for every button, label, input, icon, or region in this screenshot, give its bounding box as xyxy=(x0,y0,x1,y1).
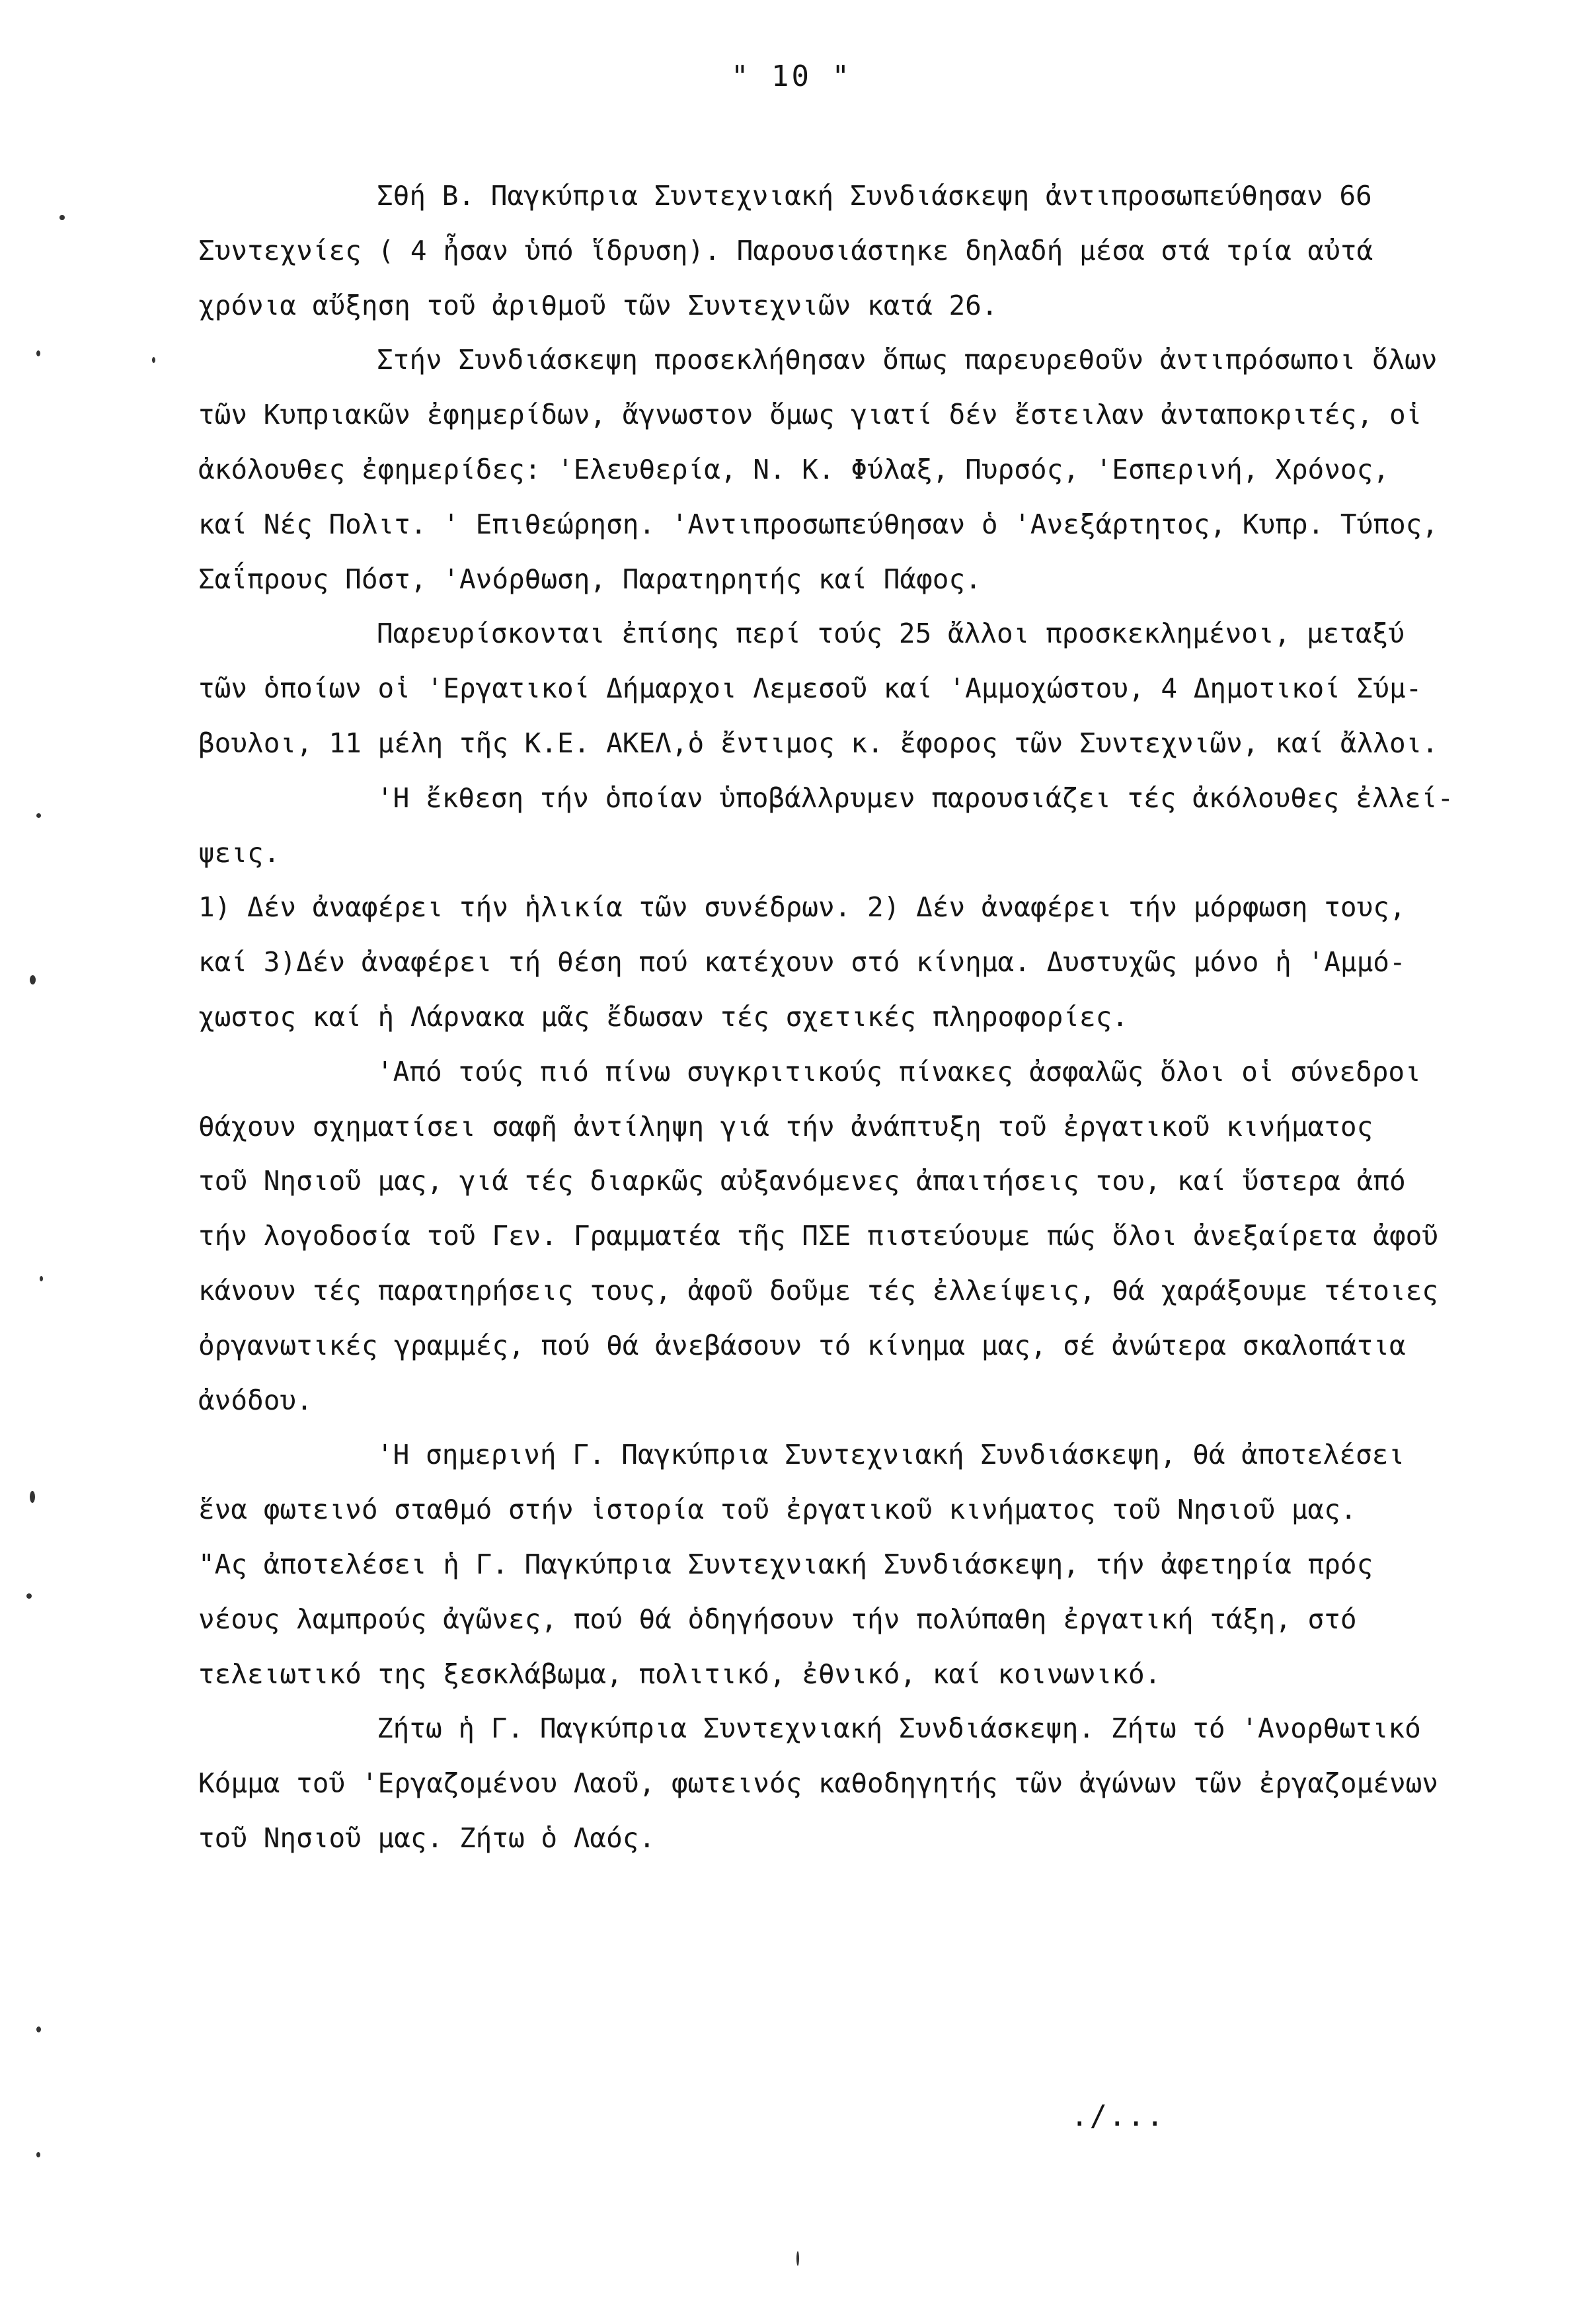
text-line: νέους λαμπρούς ἀγῶνες, πού θά ὁδηγήσουν τήν πολύπαθη ἐργατική τάξη, στό xyxy=(198,1603,1357,1635)
text-line: Συντεχνίες ( 4 ἦσαν ὑπό ἵδρυση). Παρουσιάστηκε δηλαδή μέσα στά τρία αὐτά xyxy=(198,234,1373,266)
text-line: βουλοι, 11 μέλη τῆς Κ.Ε. ΑΚΕΛ,ὁ ἔντιμος κ. ἔφορος τῶν Συντεχνιῶν, καί ἄλλοι. xyxy=(198,727,1438,759)
text-line: Στήν Συνδιάσκεψη προσεκλήθησαν ὅπως παρευρεθοῦν ἀντιπρόσωποι ὅλων xyxy=(377,344,1438,376)
text-line: ἕνα φωτεινό σταθμό στήν ἱστορία τοῦ ἐργατικοῦ κινήματος τοῦ Νησιοῦ μας. xyxy=(198,1494,1357,1526)
text-line: τελειωτικό της ξεσκλάβωμα, πολιτικό, ἐθνικό, καί κοινωνικό. xyxy=(198,1658,1161,1690)
text-line: χωστος καί ἡ Λάρνακα μᾶς ἔδωσαν τές σχετικές πληροφορίες. xyxy=(198,1000,1128,1033)
text-line: 'Η σημερινή Γ. Παγκύπρια Συντεχνιακή Συνδιάσκεψη, θά ἀποτελέσει xyxy=(377,1439,1405,1471)
body-text xyxy=(198,169,1540,1866)
text-line: Σαΐπρους Πόστ, 'Ανόρθωση, Παρατηρητής καί Πάφος. xyxy=(198,563,982,595)
text-line: τοῦ Νησιοῦ μας. Ζήτω ὁ Λαός. xyxy=(198,1822,656,1854)
text-line: 1) Δέν ἀναφέρει τήν ἡλικία τῶν συνέδρων. 2) Δέν ἀναφέρει τήν μόρφωση τους, xyxy=(198,891,1406,924)
text-line: καί 3)Δέν ἀναφέρει τή θέση πού κατέχουν στό κίνημα. Δυστυχῶς μόνο ἡ 'Αμμό- xyxy=(198,946,1406,979)
text-line: ὀργανωτικές γραμμές, πού θά ἀνεβάσουν τό κίνημα μας, σέ ἀνώτερα σκαλοπάτια xyxy=(198,1329,1406,1361)
continuation-mark: ./... xyxy=(1071,2099,1165,2133)
scan-speck xyxy=(36,350,40,356)
scan-speck xyxy=(152,357,155,363)
scan-speck xyxy=(796,2251,799,2266)
text-line: "Ας ἀποτελέσει ἡ Γ. Παγκύπρια Συντεχνιακή Συνδιάσκεψη, τήν ἀφετηρία πρός xyxy=(198,1548,1373,1580)
scan-speck xyxy=(26,1593,32,1599)
text-line: Σθή Β. Παγκύπρια Συντεχνιακή Συνδιάσκεψη ἀντιπροσωπεύθησαν 66 xyxy=(377,180,1372,212)
text-line: Κόμμα τοῦ 'Εργαζομένου Λαοῦ, φωτεινός καθοδηγητής τῶν ἀγώνων τῶν ἐργαζομένων xyxy=(198,1767,1438,1800)
text-line: Ζήτω ἡ Γ. Παγκύπρια Συντεχνιακή Συνδιάσκεψη. Ζήτω τό 'Ανορθωτικό xyxy=(377,1712,1421,1745)
text-line: καί Νές Πολιτ. ' Επιθεώρηση. 'Αντιπροσωπεύθησαν ὁ 'Ανεξάρτητος, Κυπρ. Τύπος, xyxy=(198,508,1438,540)
text-line: θάχουν σχηματίσει σαφῆ ἀντίληψη γιά τήν ἀνάπτυξη τοῦ ἐργατικοῦ κινήματος xyxy=(198,1110,1373,1142)
text-line: ἀκόλουθες ἐφημερίδες: 'Ελευθερία, Ν. Κ. Φύλαξ, Πυρσός, 'Εσπερινή, Χρόνος, xyxy=(198,453,1389,485)
text-line: τῶν ὁποίων οἱ 'Εργατικοί Δήμαρχοι Λεμεσοῦ καί 'Αμμοχώστου, 4 Δημοτικοί Σύμ- xyxy=(198,672,1422,705)
page-number: " 10 " xyxy=(731,60,852,93)
text-line: 'Η ἔκθεση τήν ὁποίαν ὑποβάλλρυμεν παρουσιάζει τές ἀκόλουθες ἐλλεί- xyxy=(377,781,1454,814)
scan-speck xyxy=(30,975,36,984)
scan-speck xyxy=(36,2152,40,2157)
text-line: κάνουν τές παρατηρήσεις τους, ἀφοῦ δοῦμε τές ἐλλείψεις, θά χαράξουμε τέτοιες xyxy=(198,1274,1438,1306)
text-line: ἀνόδου. xyxy=(198,1384,313,1416)
scan-speck xyxy=(36,813,41,818)
text-line: ψεις. xyxy=(198,836,280,869)
scan-speck xyxy=(30,1491,35,1503)
scan-speck xyxy=(59,215,65,220)
text-line: Παρευρίσκονται ἐπίσης περί τούς 25 ἄλλοι προσκεκλημένοι, μεταξύ xyxy=(377,618,1405,650)
text-line: τῶν Κυπριακῶν ἐφημερίδων, ἄγνωστον ὅμως γιατί δέν ἔστειλαν ἀνταποκριτές, οἱ xyxy=(198,399,1422,431)
scan-speck xyxy=(36,2026,41,2032)
text-line: 'Από τούς πιό πίνω συγκριτικούς πίνακες ἀσφαλῶς ὅλοι οἱ σύνεδροι xyxy=(377,1055,1421,1088)
text-line: τοῦ Νησιοῦ μας, γιά τές διαρκῶς αὐξανόμενες ἀπαιτήσεις του, καί ὕστερα ἀπό xyxy=(198,1165,1406,1197)
text-line: χρόνια αὔξηση τοῦ ἀριθμοῦ τῶν Συντεχνιῶν κατά 26. xyxy=(198,289,998,321)
text-line: τήν λογοδοσία τοῦ Γεν. Γραμματέα τῆς ΠΣΕ πιστεύουμε πώς ὅλοι ἀνεξαίρετα ἀφοῦ xyxy=(198,1220,1438,1252)
scan-speck xyxy=(40,1276,43,1281)
